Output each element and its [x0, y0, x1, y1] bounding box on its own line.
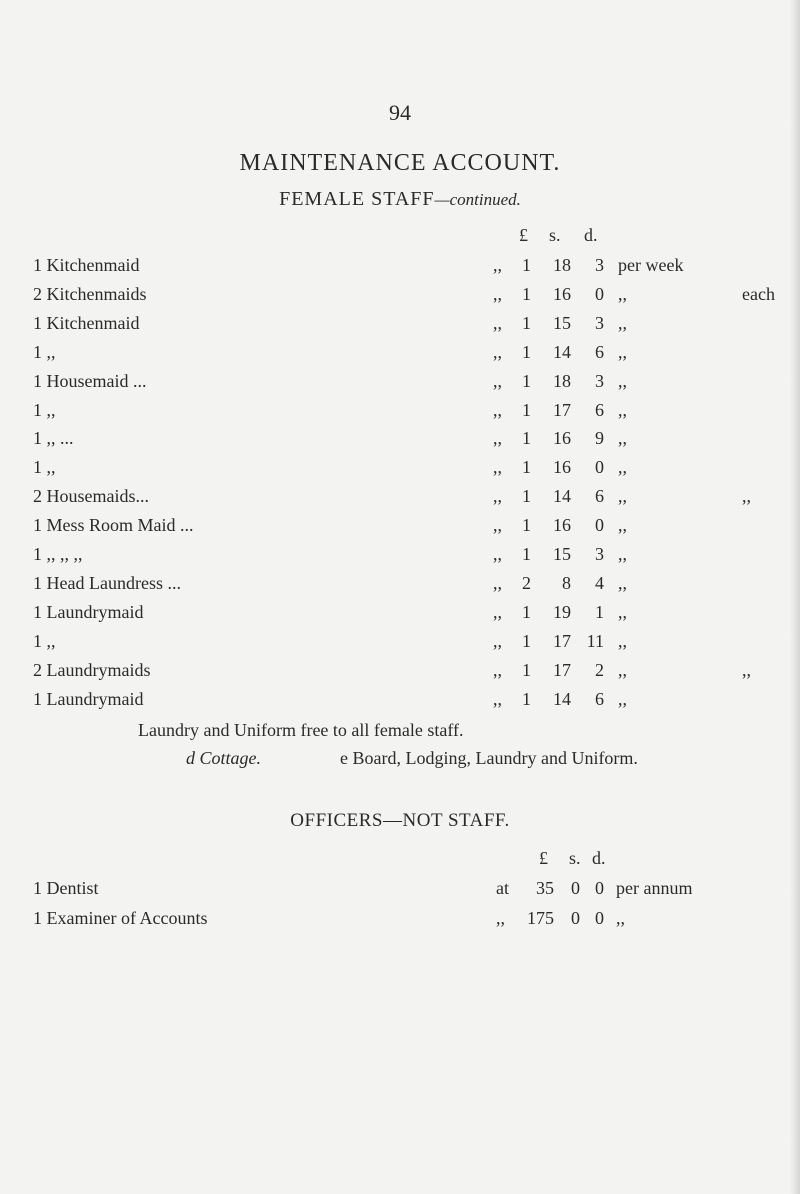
each-label: ,, — [742, 659, 751, 680]
table-row — [0, 255, 800, 283]
each-label: ,, — [742, 486, 751, 507]
pence-value: 0 — [595, 908, 604, 928]
ditto-mark: ,, — [493, 457, 502, 478]
ditto-mark: ,, — [493, 312, 502, 333]
pence-value: 9 — [595, 428, 604, 449]
shillings-value: 14 — [553, 341, 571, 362]
staff-name: 1 ,, ... — [33, 428, 74, 449]
ditto-mark: ,, — [493, 515, 502, 536]
table-row — [0, 400, 800, 428]
staff-name: 2 Kitchenmaids — [33, 283, 147, 304]
shillings-header: s. — [569, 848, 581, 868]
rate-period: ,, — [618, 601, 627, 622]
ditto-mark: ,, — [493, 486, 502, 507]
pounds-value: 175 — [527, 908, 554, 928]
ditto-mark: ,, — [493, 370, 502, 391]
pence-header: d. — [592, 848, 606, 868]
shillings-value: 18 — [553, 370, 571, 391]
pence-value: 0 — [595, 457, 604, 478]
shillings-value: 16 — [553, 457, 571, 478]
table-row — [0, 284, 800, 312]
ditto-mark: ,, — [493, 572, 502, 593]
pence-value: 3 — [595, 370, 604, 391]
pounds-value: 1 — [522, 630, 531, 651]
pounds-value: 2 — [522, 572, 531, 593]
pounds-value: 1 — [522, 255, 531, 275]
rate-period: ,, — [618, 312, 627, 333]
shillings-value: 15 — [553, 312, 571, 333]
rate-period: per week — [618, 255, 684, 275]
staff-name: 1 ,, — [33, 341, 56, 362]
table-row — [0, 660, 800, 688]
staff-name: 2 Housemaids... — [33, 486, 149, 507]
rate-period: ,, — [618, 572, 627, 593]
pounds-value: 1 — [522, 399, 531, 420]
rate-period: ,, — [618, 630, 627, 651]
pence-value: 0 — [595, 878, 604, 898]
rate-period: per annum — [616, 878, 693, 898]
pounds-value: 1 — [522, 486, 531, 507]
staff-name: 1 Laundrymaid — [33, 601, 144, 622]
staff-name: 1 Mess Room Maid ... — [33, 515, 194, 536]
each-label: each — [742, 283, 775, 304]
pence-value: 6 — [595, 486, 604, 507]
table-row — [0, 602, 800, 630]
table-row — [0, 515, 800, 543]
officer-name: 1 Examiner of Accounts — [33, 908, 208, 928]
pounds-value: 1 — [522, 312, 531, 333]
staff-name: 1 ,, — [33, 457, 56, 478]
table-row — [0, 573, 800, 601]
rate-period: ,, — [616, 908, 625, 928]
table-row — [0, 631, 800, 659]
pounds-value: 1 — [522, 370, 531, 391]
table-row — [0, 689, 800, 717]
rate-period: ,, — [618, 457, 627, 478]
table-row — [0, 457, 800, 485]
ditto-mark: ,, — [493, 688, 502, 709]
rate-period: ,, — [618, 341, 627, 362]
shillings-value: 18 — [553, 255, 571, 275]
table-row — [0, 371, 800, 399]
pence-value: 2 — [595, 659, 604, 680]
pence-value: 1 — [595, 601, 604, 622]
rate-period: ,, — [618, 486, 627, 507]
staff-name: 2 Laundrymaids — [33, 659, 151, 680]
table-row — [0, 342, 800, 370]
pounds-value: 35 — [536, 878, 554, 898]
ditto-mark: ,, — [493, 341, 502, 362]
table-row — [0, 313, 800, 341]
page-title: MAINTENANCE ACCOUNT. — [239, 150, 561, 176]
shillings-value: 14 — [553, 688, 571, 709]
rate-period: ,, — [618, 688, 627, 709]
ditto-mark: ,, — [493, 399, 502, 420]
shillings-value: 0 — [571, 878, 580, 898]
pounds-value: 1 — [522, 515, 531, 536]
officers-title: OFFICERS—NOT STAFF. — [290, 810, 510, 831]
shillings-value: 16 — [553, 428, 571, 449]
staff-name: 1 Kitchenmaid — [33, 312, 140, 333]
shillings-value: 16 — [553, 515, 571, 536]
pounds-value: 1 — [522, 601, 531, 622]
pence-value: 6 — [595, 688, 604, 709]
board-note: e Board, Lodging, Laundry and Uniform. — [340, 748, 638, 768]
page-number: 94 — [389, 100, 411, 125]
pounds-value: 1 — [522, 544, 531, 564]
currency-header — [0, 225, 800, 253]
shillings-value: 16 — [553, 283, 571, 304]
shillings-value: 0 — [571, 908, 580, 928]
shillings-value: 14 — [553, 486, 571, 507]
pence-value: 3 — [595, 544, 604, 564]
shillings-value: 15 — [553, 544, 571, 564]
rate-period: ,, — [618, 659, 627, 680]
pence-value: 0 — [595, 283, 604, 304]
staff-name: 1 ,, — [33, 630, 56, 651]
section-subtitle: FEMALE STAFF—continued. — [279, 188, 521, 210]
ditto-mark: ,, — [493, 255, 502, 275]
pence-value: 3 — [595, 312, 604, 333]
ditto-mark: ,, — [493, 428, 502, 449]
shillings-value: 17 — [553, 399, 571, 420]
pence-value: 6 — [595, 399, 604, 420]
laundry-note: Laundry and Uniform free to all female staff. — [138, 720, 464, 740]
pounds-value: 1 — [522, 283, 531, 304]
shillings-value: 17 — [553, 659, 571, 680]
pounds-value: 1 — [522, 341, 531, 362]
pounds-value: 1 — [522, 457, 531, 478]
shillings-value: 17 — [553, 630, 571, 651]
pence-header: d. — [584, 225, 598, 245]
staff-name: 1 ,, — [33, 399, 56, 420]
staff-name: 1 Head Laundress ... — [33, 572, 181, 593]
staff-name: 1 Laundrymaid — [33, 688, 144, 709]
staff-name: 1 Kitchenmaid — [33, 255, 140, 275]
ditto-mark: ,, — [493, 630, 502, 651]
ditto-mark: ,, — [493, 601, 502, 622]
at-label: ,, — [496, 908, 505, 928]
staff-name: 1 Housemaid ... — [33, 370, 147, 391]
rate-period: ,, — [618, 428, 627, 449]
shillings-header: s. — [549, 225, 561, 245]
table-row — [0, 428, 800, 456]
officer-name: 1 Dentist — [33, 878, 99, 898]
ditto-mark: ,, — [493, 659, 502, 680]
rate-period: ,, — [618, 399, 627, 420]
table-row — [0, 486, 800, 514]
pounds-header: £ — [519, 225, 528, 245]
pence-value: 3 — [595, 255, 604, 275]
ditto-mark: ,, — [493, 544, 502, 564]
pounds-value: 1 — [522, 688, 531, 709]
pence-value: 11 — [586, 630, 604, 651]
at-label: at — [496, 878, 509, 898]
pounds-value: 1 — [522, 659, 531, 680]
pence-value: 4 — [595, 572, 604, 593]
pence-value: 6 — [595, 341, 604, 362]
rate-period: ,, — [618, 515, 627, 536]
staff-name: 1 ,, ,, ,, — [33, 544, 83, 564]
pence-value: 0 — [595, 515, 604, 536]
cottage-note: d Cottage. — [186, 748, 261, 768]
rate-period: ,, — [618, 370, 627, 391]
shillings-value: 8 — [562, 572, 571, 593]
rate-period: ,, — [618, 283, 627, 304]
rate-period: ,, — [618, 544, 627, 564]
pounds-header: £ — [539, 848, 548, 868]
ditto-mark: ,, — [493, 283, 502, 304]
page-edge-shadow — [790, 0, 800, 1194]
table-row — [0, 544, 800, 572]
shillings-value: 19 — [553, 601, 571, 622]
pounds-value: 1 — [522, 428, 531, 449]
